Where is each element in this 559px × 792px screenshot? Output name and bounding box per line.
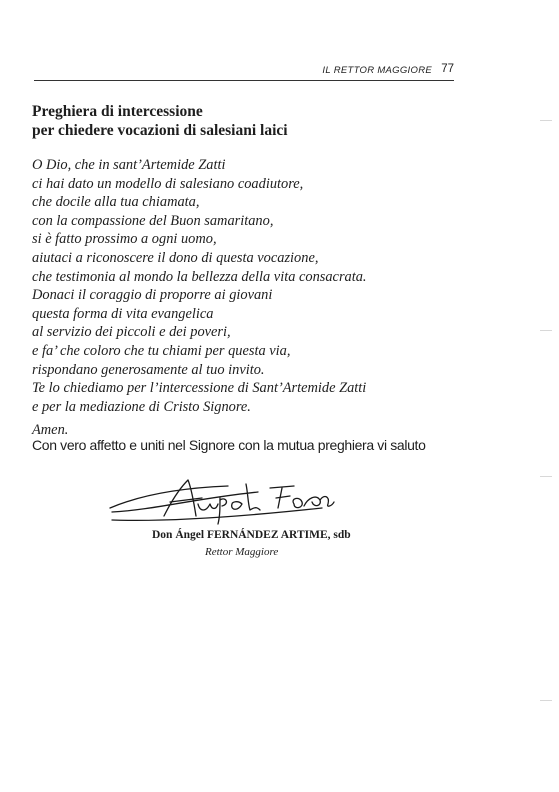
prayer-text — [32, 156, 492, 440]
prayer-line: ci hai dato un modello di salesiano coadiutore, — [32, 175, 304, 192]
prayer-line: con la compassione del Buon samaritano, — [32, 212, 274, 229]
prayer-line: Te lo chiediamo per l’intercessione di Sant’Artemide Zatti — [32, 380, 367, 397]
prayer-line: si è fatto prossimo a ogni uomo, — [32, 231, 217, 248]
margin-mark — [540, 476, 552, 477]
prayer-line: Donaci il coraggio di proporre ai giovani — [32, 287, 273, 304]
prayer-line: O Dio, che in sant’Artemide Zatti — [32, 157, 226, 173]
margin-mark — [540, 120, 552, 121]
signature-lettering: Ángel Fdez — [108, 476, 114, 477]
prayer-line: e per la mediazione di Cristo Signore. — [32, 398, 251, 415]
handwritten-signature — [108, 476, 348, 532]
margin-mark — [540, 330, 552, 331]
prayer-line: questa forma di vita evangelica — [32, 305, 214, 322]
signatory-role: Rettor Maggiore — [205, 546, 279, 558]
running-header — [34, 62, 454, 81]
prayer-line: aiutaci a riconoscere il dono di questa vocazione, — [32, 249, 319, 266]
prayer-line: e fa’ che coloro che tu chiami per questa via, — [32, 342, 291, 359]
page-number: 77 — [441, 63, 454, 75]
prayer-amen: Amen. — [32, 422, 69, 439]
prayer-title-line-2: per chiedere vocazioni di salesiani laici — [32, 122, 288, 139]
prayer-line: che docile alla tua chiamata, — [32, 194, 200, 211]
closing-greeting: Con vero affetto e uniti nel Signore con la mutua preghiera vi saluto — [32, 437, 426, 453]
margin-mark — [540, 700, 552, 701]
prayer-line: che testimonia al mondo la bellezza della vita consacrata. — [32, 268, 367, 285]
prayer-line: rispondano generosamente al tuo invito. — [32, 361, 265, 378]
prayer-line: al servizio dei piccoli e dei poveri, — [32, 324, 231, 341]
running-title: IL RETTOR MAGGIORE — [322, 65, 432, 76]
prayer-title-line-1: Preghiera di intercessione — [32, 103, 203, 120]
prayer-title — [32, 102, 452, 140]
signatory-name: Don Ángel FERNÁNDEZ ARTIME, sdb — [152, 529, 351, 541]
